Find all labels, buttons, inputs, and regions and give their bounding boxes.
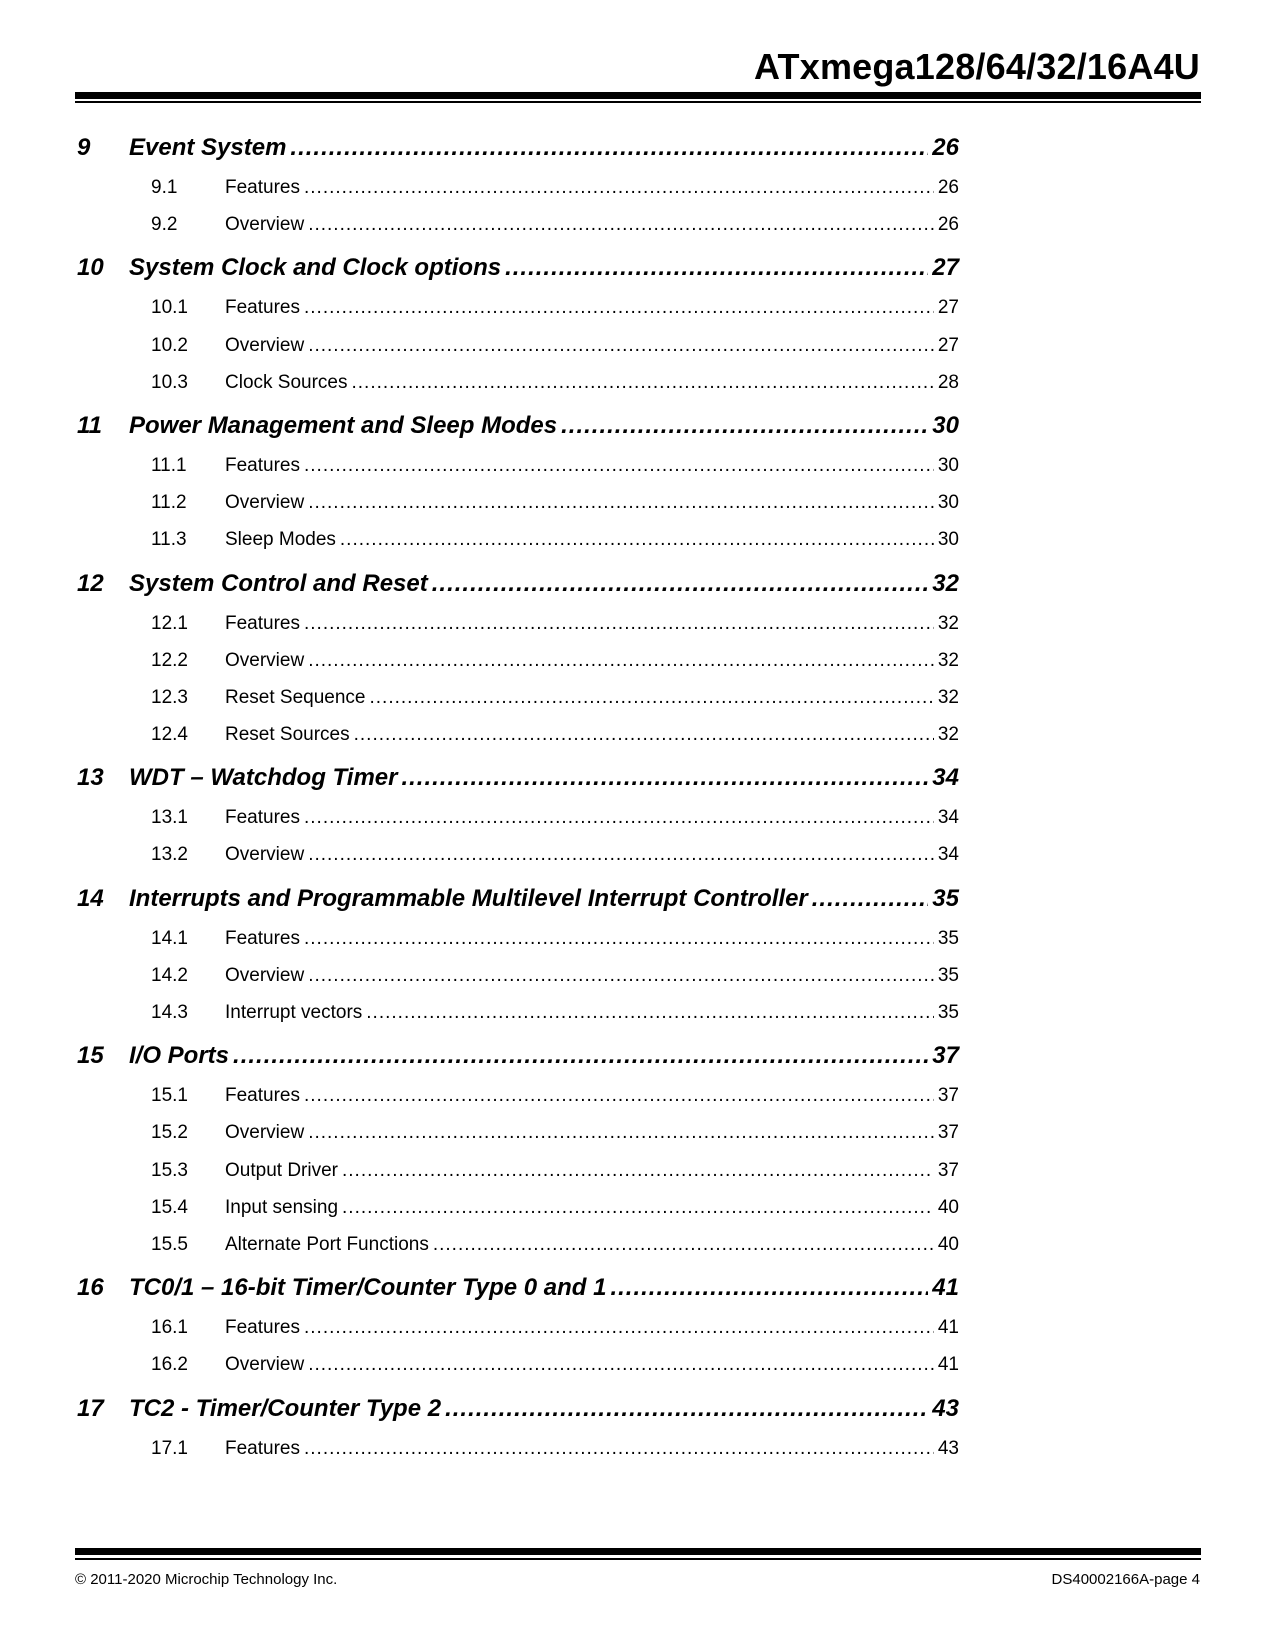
section-line	[225, 1354, 959, 1376]
section-line	[225, 1234, 959, 1256]
toc-section-entry[interactable]	[75, 1345, 1201, 1382]
toc-section-entry[interactable]	[75, 1076, 1201, 1113]
chapter-line	[129, 254, 959, 282]
toc-section-entry[interactable]	[75, 798, 1201, 835]
section-line	[225, 807, 959, 829]
chapter-title: I/O Ports	[129, 1042, 230, 1070]
toc-chapter-entry[interactable]	[75, 566, 1201, 604]
section-line	[225, 687, 959, 709]
chapter-title: Event System	[129, 134, 287, 161]
section-title: Overview	[225, 214, 305, 236]
section-title: Overview	[225, 964, 305, 986]
section-line	[225, 1160, 959, 1182]
section-page: 27	[937, 334, 959, 356]
toc-chapter-entry[interactable]	[75, 1270, 1201, 1308]
toc-section-entry[interactable]	[75, 715, 1201, 752]
chapter-number: 15	[77, 1042, 104, 1070]
toc-chapter-entry[interactable]	[75, 250, 1201, 288]
dot-leader	[352, 372, 934, 394]
section-page: 35	[937, 1002, 959, 1023]
chapter-page: 27	[932, 254, 959, 282]
section-line	[225, 613, 959, 635]
section-number: 10.2	[151, 334, 188, 356]
section-page: 32	[937, 612, 959, 634]
section-number: 16.1	[151, 1317, 188, 1339]
dot-leader	[308, 965, 934, 987]
chapter-page: 34	[932, 764, 959, 792]
toc-chapter-entry[interactable]	[75, 1038, 1201, 1076]
section-page: 28	[937, 371, 959, 393]
chapter-line	[129, 1274, 959, 1302]
dot-leader	[610, 1274, 928, 1302]
chapter-page: 26	[932, 134, 959, 161]
dot-leader	[290, 134, 928, 162]
section-number: 11.2	[151, 492, 187, 514]
chapter-title: System Clock and Clock options	[129, 254, 502, 282]
section-number: 11.1	[151, 454, 187, 476]
toc-section-entry[interactable]	[75, 1429, 1201, 1466]
section-title: Overview	[225, 1354, 305, 1376]
section-line	[225, 177, 959, 199]
section-number: 15.1	[151, 1085, 188, 1107]
section-page: 30	[937, 492, 959, 514]
section-line	[225, 529, 959, 551]
toc-section-entry[interactable]	[75, 604, 1201, 641]
section-number: 11.3	[151, 529, 187, 551]
dot-leader	[445, 1395, 928, 1423]
header-rule-thin	[75, 101, 1201, 103]
dot-leader	[304, 928, 934, 950]
dot-leader	[308, 844, 934, 866]
dot-leader	[308, 214, 934, 236]
chapter-number: 13	[77, 764, 104, 792]
section-page: 32	[937, 649, 959, 671]
section-page: 26	[937, 177, 959, 198]
section-line	[225, 455, 959, 477]
chapter-title: System Control and Reset	[129, 569, 428, 597]
section-title: Features	[225, 807, 300, 829]
chapter-number: 9	[77, 134, 91, 161]
toc-section-entry[interactable]	[75, 446, 1201, 483]
section-line	[225, 1317, 959, 1339]
section-page: 43	[937, 1437, 959, 1459]
section-title: Overview	[225, 649, 305, 671]
dot-leader	[370, 687, 934, 709]
section-line	[225, 650, 959, 672]
chapter-page: 43	[932, 1394, 959, 1422]
section-number: 16.2	[151, 1354, 188, 1376]
dot-leader	[340, 529, 934, 551]
section-title: Interrupt vectors	[225, 1002, 363, 1023]
dot-leader	[308, 335, 934, 357]
toc-section-entry[interactable]	[75, 483, 1201, 520]
dot-leader	[354, 724, 934, 746]
chapter-number: 12	[77, 569, 104, 597]
dot-leader	[304, 297, 934, 319]
section-line	[225, 724, 959, 746]
chapter-number: 10	[77, 254, 104, 282]
section-page: 37	[937, 1122, 959, 1144]
section-page: 41	[937, 1317, 959, 1339]
dot-leader	[233, 1042, 928, 1070]
section-number: 12.2	[151, 649, 188, 671]
dot-leader	[304, 613, 934, 635]
chapter-line	[129, 885, 959, 913]
section-line	[225, 1085, 959, 1107]
section-number: 13.2	[151, 844, 188, 866]
section-title: Features	[225, 454, 300, 476]
dot-leader	[342, 1197, 934, 1219]
section-title: Overview	[225, 334, 305, 356]
section-number: 10.1	[151, 297, 188, 319]
section-line	[225, 1122, 959, 1144]
dot-leader	[304, 177, 934, 199]
dot-leader	[308, 1122, 934, 1144]
section-line	[225, 372, 959, 394]
section-page: 32	[937, 724, 959, 746]
dot-leader	[304, 1085, 934, 1107]
section-number: 14.1	[151, 927, 188, 949]
section-title: Features	[225, 1085, 300, 1107]
section-title: Features	[225, 1317, 300, 1339]
chapter-title: Interrupts and Programmable Multilevel Interrupt Controller	[129, 884, 808, 912]
section-number: 15.4	[151, 1196, 188, 1218]
chapter-title: TC0/1 – 16-bit Timer/Counter Type 0 and 1	[129, 1274, 607, 1302]
chapter-title: TC2 - Timer/Counter Type 2	[129, 1394, 442, 1422]
section-line	[225, 214, 959, 236]
chapter-line	[129, 1042, 959, 1070]
toc-section-entry[interactable]	[75, 520, 1201, 557]
dot-leader	[812, 885, 929, 913]
section-line	[225, 297, 959, 319]
dot-leader	[304, 455, 934, 477]
section-page: 37	[937, 1085, 959, 1107]
toc-section-entry[interactable]	[75, 1113, 1201, 1150]
dot-leader	[432, 570, 929, 598]
toc-section-entry[interactable]	[75, 1188, 1201, 1225]
footer-page-number: DS40002166A-page 4	[1051, 1571, 1200, 1588]
section-title: Features	[225, 612, 300, 634]
section-number: 12.3	[151, 686, 188, 708]
chapter-number: 14	[77, 884, 104, 912]
section-line	[225, 1197, 959, 1219]
section-title: Alternate Port Functions	[225, 1233, 429, 1255]
section-title: Overview	[225, 492, 305, 514]
section-line	[225, 1002, 959, 1024]
section-line	[225, 335, 959, 357]
chapter-line	[129, 570, 959, 598]
section-page: 32	[937, 686, 959, 708]
section-title: Features	[225, 297, 300, 319]
section-title: Features	[225, 1437, 300, 1459]
section-page: 30	[937, 529, 959, 551]
section-title: Overview	[225, 1122, 305, 1144]
section-number: 10.3	[151, 371, 188, 393]
toc-section-entry[interactable]	[75, 835, 1201, 872]
section-title: Reset Sources	[225, 724, 350, 746]
section-number: 15.3	[151, 1159, 188, 1181]
dot-leader	[304, 807, 934, 829]
toc-section-entry[interactable]	[75, 205, 1201, 242]
toc-section-entry[interactable]	[75, 1151, 1201, 1188]
toc-section-entry[interactable]	[75, 1225, 1201, 1262]
dot-leader	[366, 1002, 934, 1024]
chapter-number: 16	[77, 1274, 104, 1302]
toc-chapter-entry[interactable]	[75, 760, 1201, 798]
section-page: 34	[937, 807, 959, 829]
chapter-number: 17	[77, 1394, 104, 1422]
toc-section-entry[interactable]	[75, 956, 1201, 993]
toc-section-entry[interactable]	[75, 678, 1201, 715]
section-page: 35	[937, 927, 959, 949]
chapter-number: 11	[77, 411, 102, 439]
chapter-page: 41	[932, 1274, 959, 1302]
chapter-line	[129, 1395, 959, 1423]
toc-section-entry[interactable]	[75, 993, 1201, 1030]
section-number: 15.5	[151, 1233, 188, 1255]
section-number: 17.1	[151, 1437, 188, 1459]
section-line	[225, 1438, 959, 1460]
section-title: Clock Sources	[225, 371, 348, 393]
dot-leader	[433, 1234, 934, 1256]
dot-leader	[308, 492, 934, 514]
dot-leader	[308, 1354, 934, 1376]
chapter-title: WDT – Watchdog Timer	[129, 764, 398, 792]
dot-leader	[304, 1438, 934, 1460]
chapter-line	[129, 134, 959, 162]
section-number: 13.1	[151, 807, 188, 829]
section-page: 37	[937, 1159, 959, 1181]
chapter-page: 35	[932, 884, 959, 912]
footer-rule-thick	[75, 1548, 1201, 1555]
section-page: 34	[937, 844, 959, 866]
section-line	[225, 492, 959, 514]
section-title: Features	[225, 177, 300, 198]
header-rule-thick	[75, 92, 1201, 99]
section-line	[225, 965, 959, 987]
section-title: Output Driver	[225, 1159, 338, 1181]
chapter-page: 30	[932, 411, 959, 439]
section-title: Input sensing	[225, 1196, 339, 1218]
section-title: Reset Sequence	[225, 686, 366, 708]
toc-chapter-entry[interactable]	[75, 1391, 1201, 1429]
section-number: 9.1	[151, 177, 178, 198]
dot-leader	[342, 1160, 934, 1182]
section-page: 40	[937, 1233, 959, 1255]
dot-leader	[308, 650, 934, 672]
section-number: 12.1	[151, 612, 188, 634]
footer-copyright: © 2011-2020 Microchip Technology Inc.	[75, 1571, 338, 1588]
section-page: 27	[937, 297, 959, 319]
section-title: Features	[225, 927, 300, 949]
section-page: 41	[937, 1354, 959, 1376]
table-of-contents	[75, 130, 1201, 1466]
section-page: 30	[937, 454, 959, 476]
dot-leader	[505, 254, 928, 282]
toc-section-entry[interactable]	[75, 363, 1201, 400]
toc-section-entry[interactable]	[75, 326, 1201, 363]
toc-chapter-entry[interactable]	[75, 130, 1201, 168]
section-title: Sleep Modes	[225, 529, 336, 551]
document-title: ATxmega128/64/32/16A4U	[754, 46, 1200, 87]
chapter-line	[129, 764, 959, 792]
toc-section-entry[interactable]	[75, 168, 1201, 205]
section-number: 14.3	[151, 1002, 188, 1023]
section-number: 15.2	[151, 1122, 188, 1144]
toc-chapter-entry[interactable]	[75, 881, 1201, 919]
chapter-title: Power Management and Sleep Modes	[129, 411, 558, 439]
section-number: 14.2	[151, 964, 188, 986]
section-number: 9.2	[151, 214, 178, 236]
toc-chapter-entry[interactable]	[75, 408, 1201, 446]
section-title: Overview	[225, 844, 305, 866]
section-page: 35	[937, 964, 959, 986]
toc-section-entry[interactable]	[75, 919, 1201, 956]
section-page: 40	[937, 1196, 959, 1218]
dot-leader	[401, 764, 928, 792]
toc-section-entry[interactable]	[75, 1308, 1201, 1345]
footer-rule-thin	[75, 1558, 1201, 1560]
dot-leader	[561, 412, 928, 440]
section-line	[225, 928, 959, 950]
chapter-page: 32	[932, 569, 959, 597]
section-line	[225, 844, 959, 866]
dot-leader	[304, 1317, 934, 1339]
toc-section-entry[interactable]	[75, 641, 1201, 678]
section-page: 26	[937, 214, 959, 236]
section-number: 12.4	[151, 724, 188, 746]
chapter-page: 37	[932, 1042, 959, 1070]
chapter-line	[129, 412, 959, 440]
toc-section-entry[interactable]	[75, 288, 1201, 325]
